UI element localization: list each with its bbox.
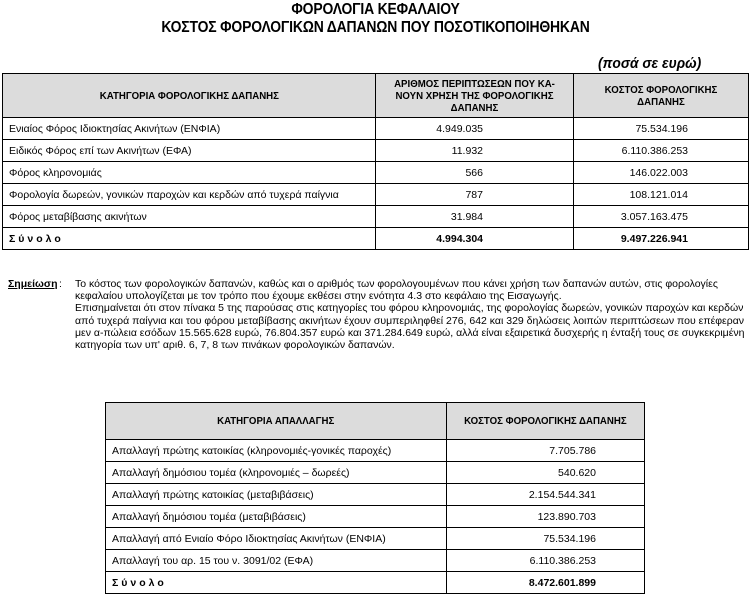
cost-cell: 3.057.163.475 bbox=[574, 206, 749, 228]
note-label: Σημείωση bbox=[8, 278, 58, 290]
total-row bbox=[106, 572, 645, 594]
cases-cell: 31.984 bbox=[376, 206, 574, 228]
total-cost: 9.497.226.941 bbox=[574, 228, 749, 250]
table-row bbox=[106, 440, 645, 462]
cost-cell: 146.022.003 bbox=[574, 162, 749, 184]
table-row bbox=[106, 462, 645, 484]
total-row bbox=[3, 228, 749, 250]
category-cell: Φόρος κληρονομιάς bbox=[3, 162, 376, 184]
table-row bbox=[106, 550, 645, 572]
cost-cell: 108.121.014 bbox=[574, 184, 749, 206]
total-cases: 4.994.304 bbox=[376, 228, 574, 250]
cost-cell: 6.110.386.253 bbox=[574, 140, 749, 162]
column-header-cases: ΑΡΙΘΜΟΣ ΠΕΡΙΠΤΩΣΕΩΝ ΠΟΥ ΚΑ-ΝΟΥΝ ΧΡΗΣΗ ΤΗΣ ΦΟΡΟΛΟΓΙΚΗΣ ΔΑΠΑΝΗΣ bbox=[376, 74, 574, 118]
category-cell: Ειδικός Φόρος επί των Ακινήτων (ΕΦΑ) bbox=[3, 140, 376, 162]
cost-cell: 2.154.544.341 bbox=[447, 484, 645, 506]
document-subtitle: ΚΟΣΤΟΣ ΦΟΡΟΛΟΓΙΚΩΝ ΔΑΠΑΝΩΝ ΠΟΥ ΠΟΣΟΤΙΚΟΠΟΙΗΘΗΚΑΝ bbox=[161, 19, 590, 36]
column-header-cost: ΚΟΣΤΟΣ ΦΟΡΟΛΟΓΙΚΗΣ ΔΑΠΑΝΗΣ bbox=[447, 403, 645, 440]
cost-cell: 75.534.196 bbox=[447, 528, 645, 550]
table-row bbox=[3, 140, 749, 162]
category-cell: Απαλλαγή πρώτης κατοικίας (κληρονομιές-γονικές παροχές) bbox=[106, 440, 447, 462]
category-cell: Απαλλαγή του αρ. 15 του ν. 3091/02 (ΕΦΑ) bbox=[106, 550, 447, 572]
cost-cell: 75.534.196 bbox=[574, 118, 749, 140]
table-row bbox=[3, 118, 749, 140]
category-cell: Φορολογία δωρεών, γονικών παροχών και κερδών από τυχερά παίγνια bbox=[3, 184, 376, 206]
cost-cell: 540.620 bbox=[447, 462, 645, 484]
cost-cell: 6.110.386.253 bbox=[447, 550, 645, 572]
table-row bbox=[3, 206, 749, 228]
exemption-table bbox=[105, 402, 645, 594]
cost-cell: 123.890.703 bbox=[447, 506, 645, 528]
document-title: ΦΟΡΟΛΟΓΙΑ ΚΕΦΑΛΑΙΟΥ bbox=[291, 1, 460, 18]
table-row bbox=[106, 528, 645, 550]
column-header-cost: ΚΟΣΤΟΣ ΦΟΡΟΛΟΓΙΚΗΣ ΔΑΠΑΝΗΣ bbox=[574, 74, 749, 118]
total-cost: 8.472.601.899 bbox=[447, 572, 645, 594]
category-cell: Απαλλαγή δημόσιου τομέα (κληρονομιές – δωρεές) bbox=[106, 462, 447, 484]
total-label: Σύνολο bbox=[3, 228, 376, 250]
note-body bbox=[75, 278, 747, 351]
table-header-row bbox=[3, 74, 749, 118]
cases-cell: 787 bbox=[376, 184, 574, 206]
tax-expenditure-table bbox=[2, 73, 749, 250]
note-paragraph: Επισημαίνεται ότι στον πίνακα 5 της παρούσας στις κατηγορίες του φόρου κληρονομιάς, της φορολογίας δωρεών, γονικών παροχών και κερδών από τυχερά παίγνια και του φόρου μεταβίβασης ακινήτων έχουν συμπεριληφθεί 276, 642 και 329 δηλώσεις λοιπών περιπτώσεων που επέφεραν μεν α-πώλεια εσόδων 15.565.628 ευρώ, 76.804.357 ευρώ και 371.284.649 ευρώ, αλλά είναι εξαιρετικά δυσχερής η ένταξή τους σε συγκεκριμένη κατηγορία των υπ' αριθ. 6, 7, 8 των πινάκων φορολογικών δαπανών. bbox=[75, 302, 745, 352]
cases-cell: 566 bbox=[376, 162, 574, 184]
category-cell: Ενιαίος Φόρος Ιδιοκτησίας Ακινήτων (ΕΝΦΙΑ) bbox=[3, 118, 376, 140]
category-cell: Απαλλαγή από Ενιαίο Φόρο Ιδιοκτησίας Ακινήτων (ΕΝΦΙΑ) bbox=[106, 528, 447, 550]
total-label: Σύνολο bbox=[106, 572, 447, 594]
units-label: (ποσά σε ευρώ) bbox=[598, 55, 702, 72]
column-header-category: ΚΑΤΗΓΟΡΙΑ ΦΟΡΟΛΟΓΙΚΗΣ ΔΑΠΑΝΗΣ bbox=[3, 74, 376, 118]
category-cell: Φόρος μεταβίβασης ακινήτων bbox=[3, 206, 376, 228]
table-header-row bbox=[106, 403, 645, 440]
table-row bbox=[3, 162, 749, 184]
cases-cell: 4.949.035 bbox=[376, 118, 574, 140]
table-row bbox=[106, 484, 645, 506]
category-cell: Απαλλαγή δημόσιου τομέα (μεταβιβάσεις) bbox=[106, 506, 447, 528]
note-paragraph: Το κόστος των φορολογικών δαπανών, καθώς και ο αριθμός των φορολογουμένων που κάνει χρήση των δαπανών αυτών, στις φορολογίες κεφαλαίου υπολογίζεται με τον τρόπο που έχουμε εκθέσει στην ενότητα 4.3 στο κεφάλαιο της Εισαγωγής. bbox=[75, 278, 718, 303]
table-row bbox=[3, 184, 749, 206]
table-row bbox=[106, 506, 645, 528]
note-colon: : bbox=[59, 278, 62, 290]
cases-cell: 11.932 bbox=[376, 140, 574, 162]
category-cell: Απαλλαγή πρώτης κατοικίας (μεταβιβάσεις) bbox=[106, 484, 447, 506]
column-header-exemption-category: ΚΑΤΗΓΟΡΙΑ ΑΠΑΛΛΑΓΗΣ bbox=[106, 403, 447, 440]
cost-cell: 7.705.786 bbox=[447, 440, 645, 462]
